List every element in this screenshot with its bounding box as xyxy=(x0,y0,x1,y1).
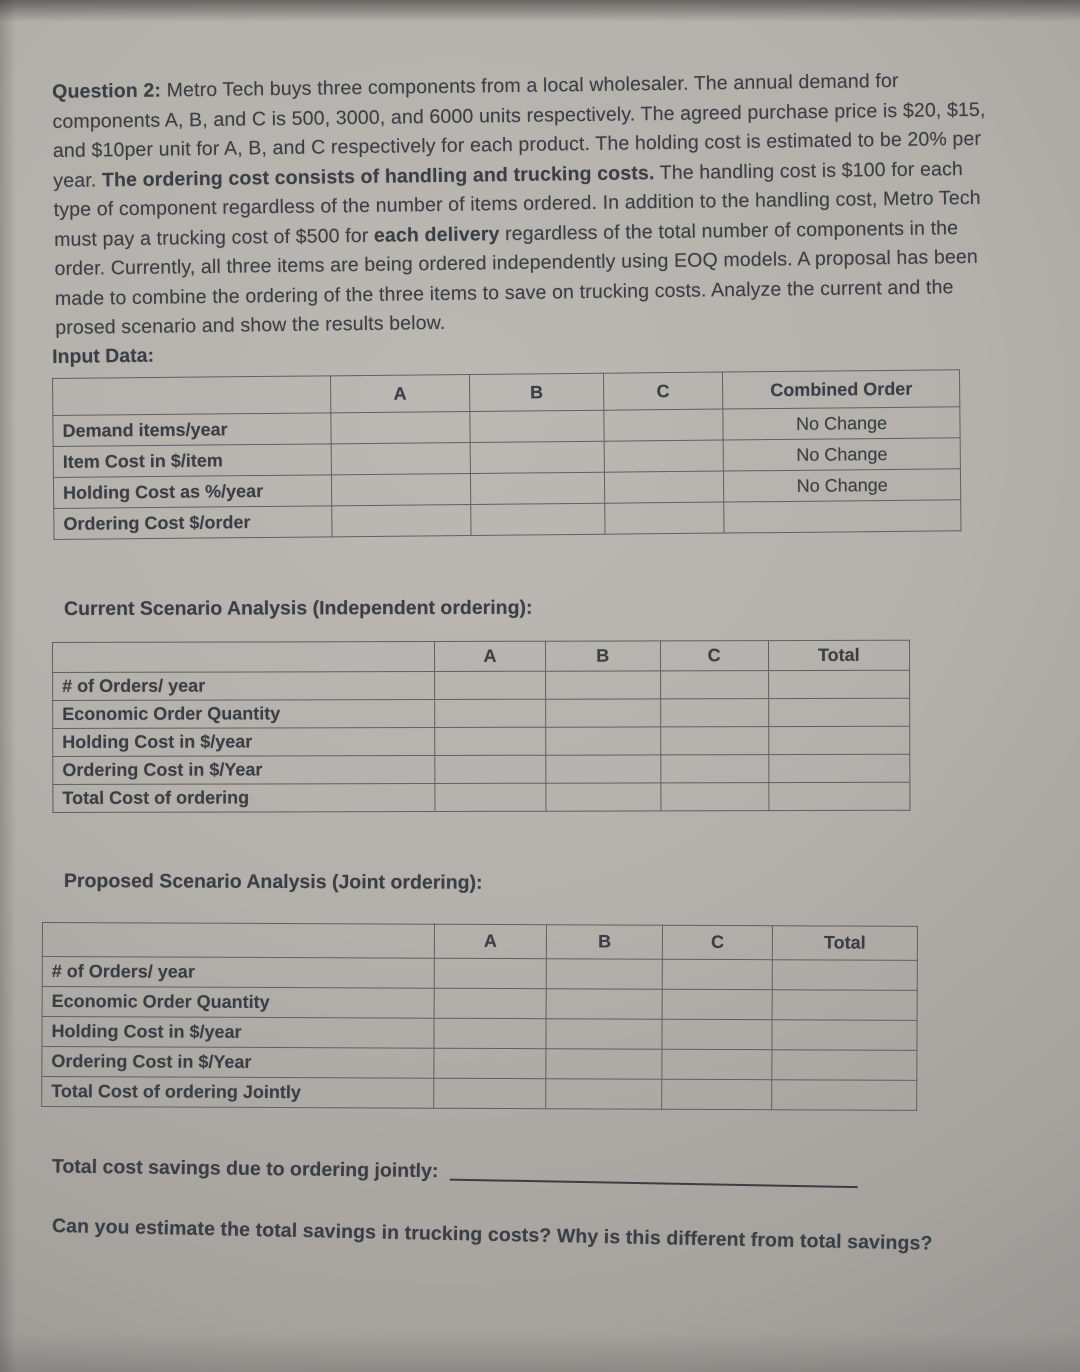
closing-question: Can you estimate the total savings in trucking costs? Why is this different from total savings? xyxy=(51,1215,933,1255)
header-cell-b: B xyxy=(470,373,604,411)
empty-cell xyxy=(434,958,546,988)
header-empty-cell xyxy=(42,922,434,958)
empty-cell xyxy=(435,727,546,755)
header-cell-total: Total xyxy=(772,925,917,960)
current-scenario-table xyxy=(52,639,910,812)
row-label-item-cost: Item Cost in $/item xyxy=(53,443,331,477)
empty-cell xyxy=(772,959,917,990)
empty-cell xyxy=(434,1018,546,1048)
empty-cell xyxy=(546,1018,663,1049)
proposed-scenario-table xyxy=(41,922,918,1111)
empty-cell xyxy=(546,782,661,810)
table-row-num-orders xyxy=(53,670,910,700)
empty-cell xyxy=(434,1078,546,1108)
empty-cell xyxy=(660,726,768,754)
table-row-total-cost xyxy=(53,782,910,812)
header-cell-a: A xyxy=(434,924,546,958)
empty-cell xyxy=(434,1048,546,1078)
empty-cell xyxy=(545,698,660,726)
value-cell-c xyxy=(604,440,724,472)
empty-cell xyxy=(434,988,546,1018)
row-label-demand: Demand items/year xyxy=(53,412,331,446)
savings-label: Total cost savings due to ordering jointly: xyxy=(51,1155,439,1182)
empty-cell xyxy=(660,782,768,810)
current-table-header-row xyxy=(53,640,910,672)
empty-cell xyxy=(660,754,768,782)
answer-blank-line xyxy=(450,1160,858,1187)
row-label: Holding Cost in $/year xyxy=(53,727,435,756)
input-data-heading: Input Data: xyxy=(52,344,155,368)
table-row-eoq xyxy=(53,698,910,728)
value-cell-combined: No Change xyxy=(723,437,960,470)
question-text-1: Metro Tech buys three components from a local wholesaler. The annual demand for components A, B, and C is 500, 3000, and 6000 units respectively. The agreed purchase price is $20, $15, and $10per unit for A, B, and C respectively for each product. The holding cost is estimated to be 20% per year. xyxy=(52,69,986,192)
row-label: # of Orders/ year xyxy=(53,671,435,700)
row-label: Holding Cost in $/year xyxy=(42,1016,434,1048)
row-label: Economic Order Quantity xyxy=(42,986,434,1018)
question-number: Question 2: xyxy=(52,79,162,103)
empty-cell xyxy=(768,670,909,698)
value-cell-c xyxy=(603,409,723,441)
empty-cell xyxy=(663,959,773,989)
empty-cell xyxy=(546,726,661,754)
empty-cell xyxy=(546,754,661,782)
empty-cell xyxy=(768,754,909,782)
empty-cell xyxy=(772,1019,917,1050)
empty-cell xyxy=(662,1019,772,1049)
value-cell-c xyxy=(604,502,724,534)
row-label: Ordering Cost in $/Year xyxy=(42,1046,434,1078)
value-cell-combined xyxy=(724,499,961,532)
empty-cell xyxy=(662,989,772,1019)
header-cell-combined-order: Combined Order xyxy=(723,369,960,408)
question-text-3: regardless of the total number of components in the order. Currently, all three items are being ordered independently using EOQ models. A proposal has been made to combine the ordering of the three items to save on trucking costs. Analyze the current and the prosed scenario and show the results below. xyxy=(54,216,979,339)
value-cell-b xyxy=(470,441,604,473)
value-cell-a xyxy=(331,504,471,536)
question-text-bold-1: The ordering cost consists of handling and trucking costs. xyxy=(101,161,655,191)
table-row-num-orders xyxy=(42,956,917,990)
question-paragraph xyxy=(52,66,1000,344)
table-row-eoq xyxy=(42,986,917,1020)
table-row-ordering-cost xyxy=(53,754,910,784)
input-data-table xyxy=(52,369,962,540)
empty-cell xyxy=(662,1079,772,1109)
value-cell-a xyxy=(331,442,471,474)
row-label: Ordering Cost in $/Year xyxy=(53,755,435,784)
row-label: Total Cost of ordering xyxy=(53,783,435,812)
savings-line xyxy=(52,1153,1038,1192)
value-cell-c xyxy=(604,471,724,503)
header-cell-b: B xyxy=(545,640,660,670)
value-cell-b xyxy=(470,410,604,442)
value-cell-a xyxy=(331,473,471,505)
header-cell-a: A xyxy=(435,641,546,671)
empty-cell xyxy=(771,1079,916,1110)
header-cell-c: C xyxy=(603,372,723,410)
table-row-total-cost-jointly xyxy=(42,1076,917,1110)
empty-cell xyxy=(545,670,660,698)
empty-cell xyxy=(768,726,909,754)
empty-cell xyxy=(546,1078,663,1109)
header-cell-a: A xyxy=(330,374,470,412)
empty-cell xyxy=(435,783,546,811)
header-empty-cell xyxy=(53,375,331,415)
value-cell-b xyxy=(471,503,605,535)
empty-cell xyxy=(546,1048,663,1079)
value-cell-a xyxy=(330,411,470,443)
empty-cell xyxy=(768,782,909,810)
empty-cell xyxy=(772,1049,917,1080)
empty-cell xyxy=(435,755,546,783)
proposed-scenario-heading: Proposed Scenario Analysis (Joint ordering): xyxy=(63,869,483,894)
current-scenario-heading: Current Scenario Analysis (Independent ordering): xyxy=(64,596,533,620)
row-label-holding-cost: Holding Cost as %/year xyxy=(53,474,331,508)
value-cell-b xyxy=(471,472,605,504)
value-cell-combined: No Change xyxy=(724,468,961,501)
empty-cell xyxy=(768,698,909,726)
row-label: Economic Order Quantity xyxy=(53,699,435,728)
question-text-bold-2: each delivery xyxy=(373,222,500,247)
empty-cell xyxy=(435,699,546,727)
row-label: Total Cost of ordering Jointly xyxy=(42,1076,434,1108)
header-cell-c: C xyxy=(663,925,773,959)
proposed-table-header-row xyxy=(42,922,917,960)
empty-cell xyxy=(660,670,768,698)
empty-cell xyxy=(546,988,663,1019)
header-cell-total: Total xyxy=(768,640,909,670)
empty-cell xyxy=(660,698,768,726)
row-label: # of Orders/ year xyxy=(42,956,434,988)
header-empty-cell xyxy=(53,641,435,672)
empty-cell xyxy=(772,989,917,1020)
header-cell-b: B xyxy=(546,924,663,959)
question-text-2: The handling cost is $100 for each type of component regardless of the number of items ordered. In addition to the handling cost, Metro Tech must pay a trucking cost of $500 for xyxy=(53,157,981,251)
value-cell-combined: No Change xyxy=(723,406,960,439)
header-cell-c: C xyxy=(660,640,768,670)
table-row-holding-cost xyxy=(53,726,910,756)
empty-cell xyxy=(662,1049,772,1079)
empty-cell xyxy=(435,671,546,699)
table-row-holding-cost xyxy=(42,1016,917,1050)
row-label-ordering-cost: Ordering Cost $/order xyxy=(54,505,332,539)
table-row-ordering-cost xyxy=(42,1046,917,1080)
empty-cell xyxy=(546,958,663,989)
